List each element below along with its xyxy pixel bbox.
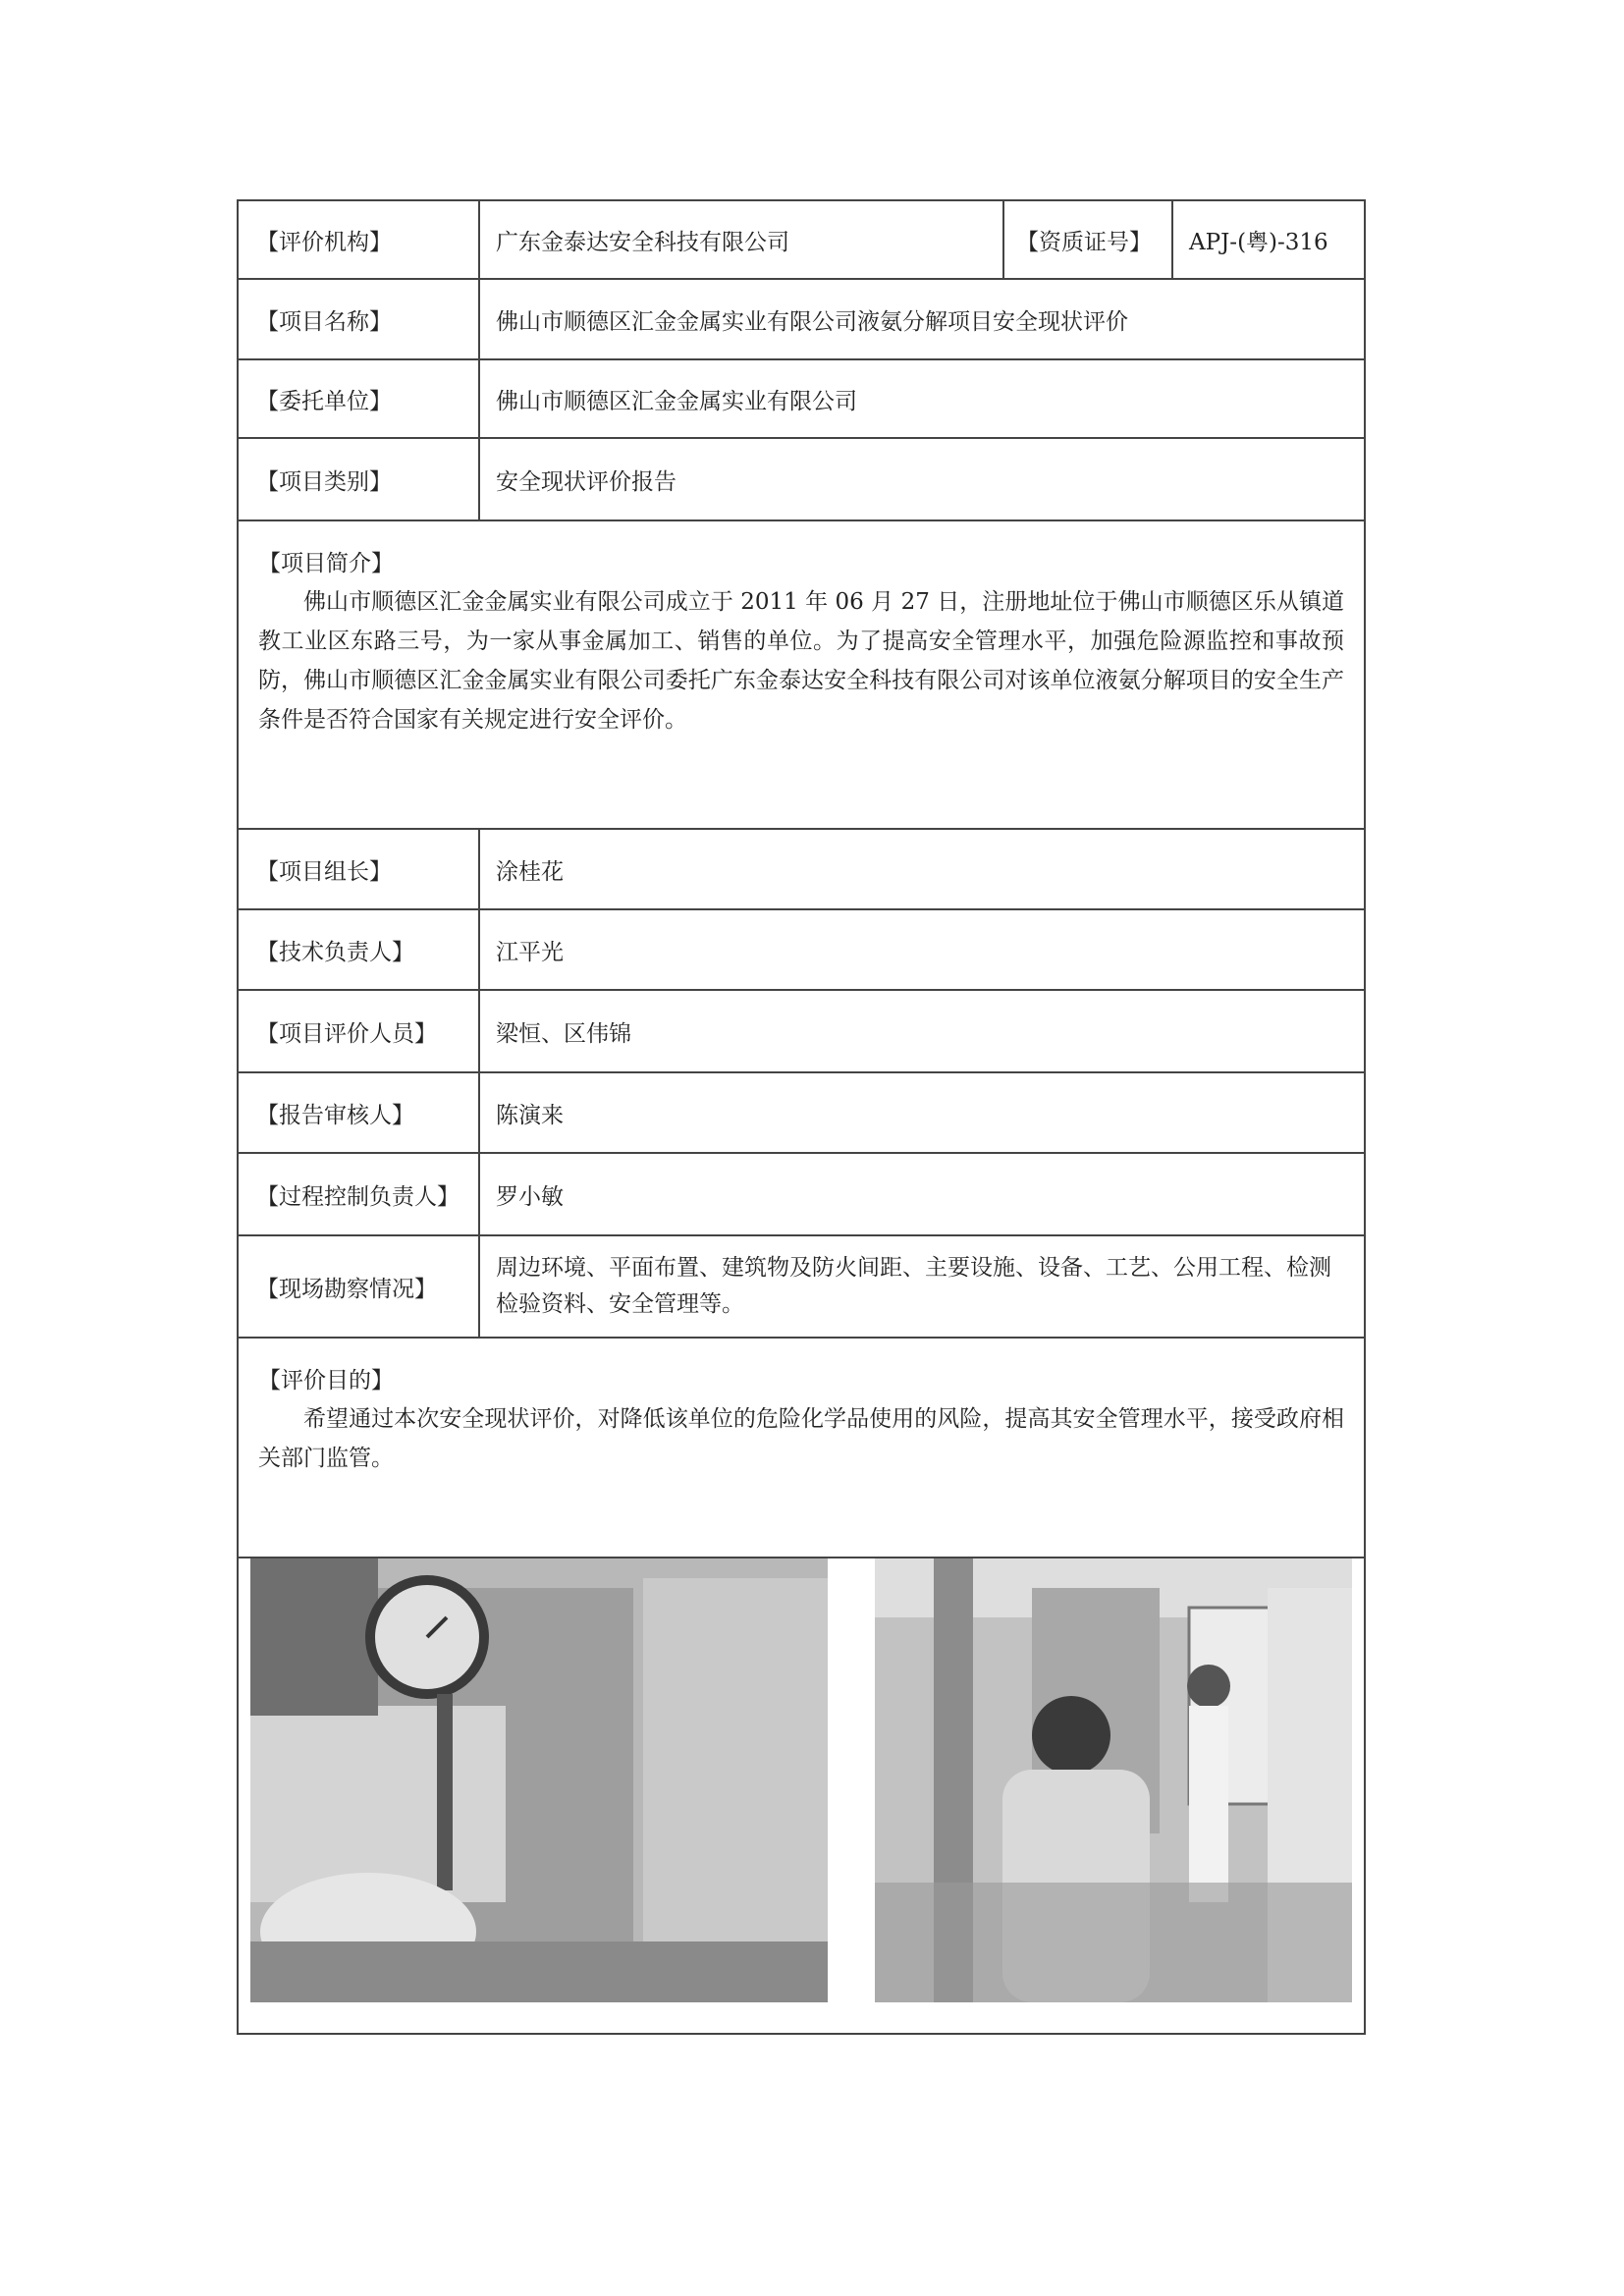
cert-value: APJ-(粤)-316: [1189, 229, 1328, 255]
project-type-label: 【项目类别】: [239, 439, 480, 519]
staff-value: 梁恒、区伟锦: [496, 1020, 631, 1047]
photo-row: [237, 1557, 1366, 2035]
row-org: [237, 199, 1366, 278]
project-name-value: 佛山市顺德区汇金金属实业有限公司液氨分解项目安全现状评价: [496, 308, 1128, 335]
leader-value: 涂桂花: [496, 858, 564, 885]
purpose-label: 【评价目的】: [258, 1368, 394, 1394]
org-label: 【评价机构】: [239, 201, 480, 278]
site-photo-2: [875, 1558, 1352, 2002]
client-label: 【委托单位】: [239, 360, 480, 437]
intro-label: 【项目简介】: [258, 551, 394, 576]
row-process-control: [237, 1152, 1366, 1234]
purpose-block: [237, 1337, 1366, 1557]
site-survey-label: 【现场勘察情况】: [239, 1236, 480, 1337]
row-project-name: [237, 278, 1366, 358]
site-photo-1: [250, 1558, 828, 2002]
staff-label: 【项目评价人员】: [239, 991, 480, 1071]
intro-text: 佛山市顺德区汇金金属实业有限公司成立于 2011 年 06 月 27 日，注册地址位于佛山市顺德区乐从镇道教工业区东路三号，为一家从事金属加工、销售的单位。为了提高安全管理水平，加强危险源监控和事故预防，佛山市顺德区汇金金属实业有限公司委托广东金泰达安全科技有限公司对该单位液氨分解项目的安全生产条件是否符合国家有关规定进行安全评价。: [258, 589, 1344, 733]
project-type-value: 安全现状评价报告: [496, 468, 677, 495]
evaluation-form: [237, 199, 1366, 2035]
process-control-label: 【过程控制负责人】: [239, 1154, 480, 1234]
intro-block: [237, 519, 1366, 828]
tech-lead-label: 【技术负责人】: [239, 910, 480, 989]
site-survey-value: 周边环境、平面布置、建筑物及防火间距、主要设施、设备、工艺、公用工程、检测检验资料、安全管理等。: [496, 1255, 1331, 1317]
row-project-type: [237, 437, 1366, 519]
reviewer-label: 【报告审核人】: [239, 1073, 480, 1152]
leader-label: 【项目组长】: [239, 830, 480, 908]
row-staff: [237, 989, 1366, 1071]
row-leader: [237, 828, 1366, 908]
process-control-value: 罗小敏: [496, 1183, 564, 1210]
tech-lead-value: 江平光: [496, 939, 564, 965]
row-client: [237, 358, 1366, 437]
row-tech-lead: [237, 908, 1366, 989]
reviewer-value: 陈演来: [496, 1102, 564, 1128]
org-value: 广东金泰达安全科技有限公司: [480, 201, 1004, 278]
row-reviewer: [237, 1071, 1366, 1152]
cert-label: 【资质证号】: [1004, 201, 1173, 278]
client-value: 佛山市顺德区汇金金属实业有限公司: [496, 388, 857, 414]
purpose-text: 希望通过本次安全现状评价，对降低该单位的危险化学品使用的风险，提高其安全管理水平，接受政府相关部门监管。: [258, 1406, 1344, 1471]
project-name-label: 【项目名称】: [239, 280, 480, 358]
row-site-survey: [237, 1234, 1366, 1337]
